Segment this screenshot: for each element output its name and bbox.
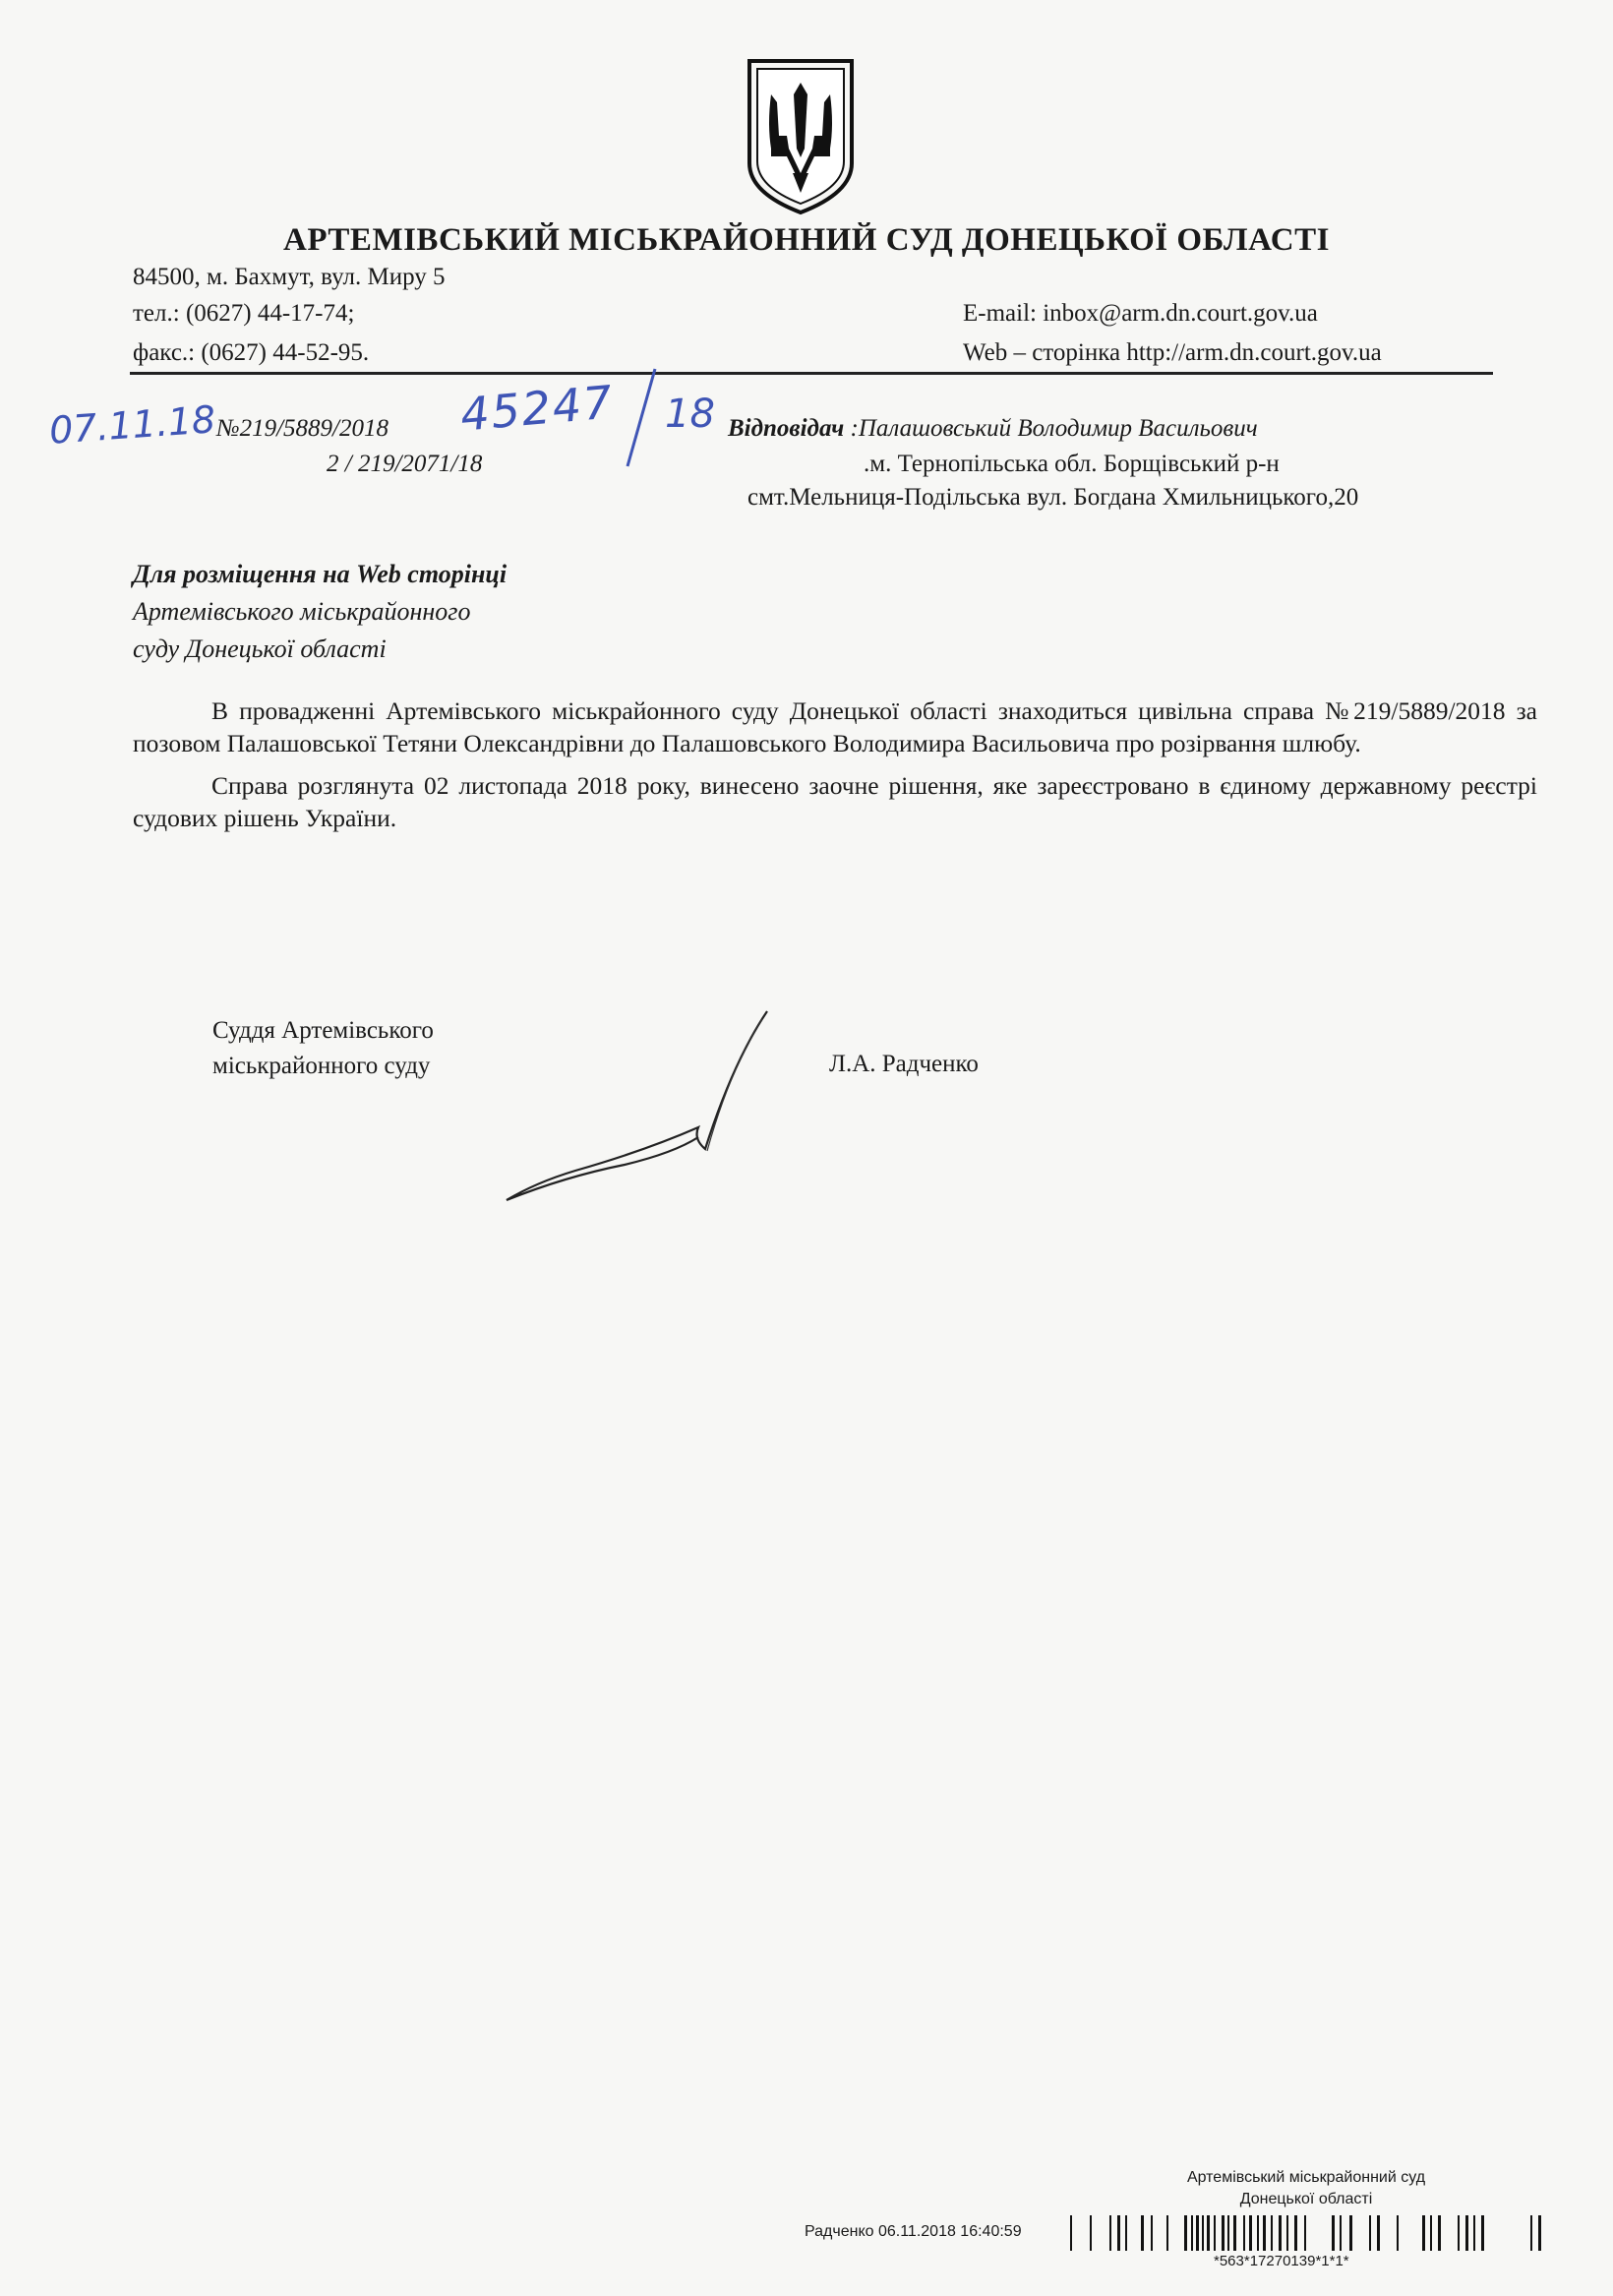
judge-name: Л.А. Радченко — [829, 1051, 979, 1077]
judge-title-line2: міськрайонного суду — [212, 1053, 431, 1079]
stamp-court-line1: Артемівський міськрайонний суд — [1186, 2169, 1426, 2186]
handwritten-outgoing-number: 45247 — [457, 375, 617, 442]
court-email: E-mail: inbox@arm.dn.court.gov.ua — [963, 300, 1318, 327]
respondent-label: Відповідач — [728, 415, 845, 442]
respondent-region: .м. Тернопільська обл. Борщівський р-н — [864, 451, 1280, 477]
body-paragraph-1: В провадженні Артемівського міськрайонного суду Донецької області знаходиться цивільна справа №219/5889/2018 за позовом Палашовської Тетяни Олександрівни до Палашовського Володимира Васильовича про розірвання шлюбу. — [133, 696, 1537, 757]
court-fax: факс.: (0627) 44-52-95. — [133, 339, 370, 366]
handwritten-date: 07.11.18 — [47, 397, 217, 453]
case-number: №219/5889/2018 — [216, 415, 388, 442]
barcode-number: *563*17270139*1*1* — [1214, 2253, 1349, 2269]
registration-meta: Радченко 06.11.2018 16:40:59 — [805, 2223, 1022, 2240]
stamp-court-line2: Донецької області — [1239, 2191, 1373, 2207]
proceeding-number: 2 / 219/2071/18 — [327, 451, 483, 477]
handwritten-suffix-text: 18 — [665, 392, 715, 437]
respondent-name: :Палашовський Володимир Васильович — [850, 415, 1258, 442]
court-name-heading: АРТЕМІВСЬКИЙ МІСЬКРАЙОННИЙ СУД ДОНЕЦЬКОЇ ОБЛАСТІ — [283, 222, 1330, 258]
web-note-title: Для розміщення на Web сторінці — [133, 560, 508, 588]
web-note-line2: Артемівського міськрайонного — [133, 597, 471, 626]
web-publication-note — [133, 556, 507, 668]
court-address: 84500, м. Бахмут, вул. Миру 5 — [133, 264, 446, 290]
respondent-address: смт.Мельниця-Подільська вул. Богдана Хмильницького,20 — [747, 484, 1359, 511]
respondent-line — [728, 415, 1258, 443]
handwritten-suffix — [616, 364, 724, 472]
coat-of-arms-trident-icon — [742, 55, 860, 216]
header-divider — [130, 372, 1493, 375]
court-website: Web – сторінка http://arm.dn.court.gov.ua — [963, 339, 1382, 366]
judge-title — [212, 1013, 434, 1084]
judge-signature — [497, 1003, 792, 1210]
barcode-icon — [1068, 2215, 1544, 2251]
court-phone: тел.: (0627) 44-17-74; — [133, 300, 355, 327]
body-paragraph-2: Справа розглянута 02 листопада 2018 року, винесено заочне рішення, яке зареєстровано в єдиному державному реєстрі судових рішень України. — [133, 771, 1537, 832]
court-stamp — [1159, 2167, 1454, 2210]
letter-body — [133, 695, 1537, 844]
web-note-line3: суду Донецької області — [133, 634, 387, 663]
judge-title-line1: Суддя Артемівського — [212, 1017, 434, 1044]
